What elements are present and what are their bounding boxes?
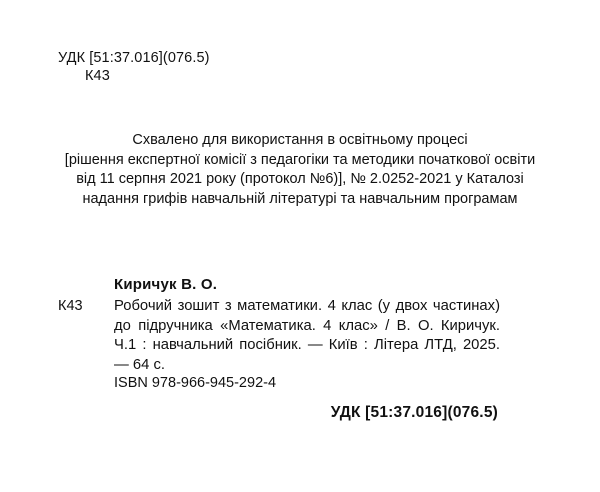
approval-statement: [40, 131, 560, 209]
catalog-k-code: К43: [58, 298, 83, 314]
catalog-udk: УДК [51:37.016](076.5): [330, 404, 498, 421]
approval-line: надання грифів навчальній літературі та навчальним програмам: [82, 190, 518, 207]
header-udk-block: [58, 49, 210, 85]
approval-line: Схвалено для використання в освітньому процесі: [132, 132, 468, 148]
approval-line: [рішення експертної комісії з педагогіки та методики початкової освіти: [64, 151, 536, 168]
header-udk: УДК [51:37.016](076.5): [58, 50, 210, 66]
approval-line: від 11 серпня 2021 року (протокол №6)], № 2.0252-2021 у Каталозі: [76, 171, 524, 188]
catalog-description: Робочий зошит з математики. 4 клас (у двох частинах) до підручника «Математика. 4 клас» / В. О. Киричук. Ч.1 : навчальний посібник. — Київ : Літера ЛТД, 2025. — 64 с.: [114, 298, 500, 373]
author-name: Киричук В. О.: [114, 276, 218, 293]
header-k-code: К43: [85, 68, 110, 84]
isbn: ISBN 978-966-945-292-4: [114, 375, 277, 391]
